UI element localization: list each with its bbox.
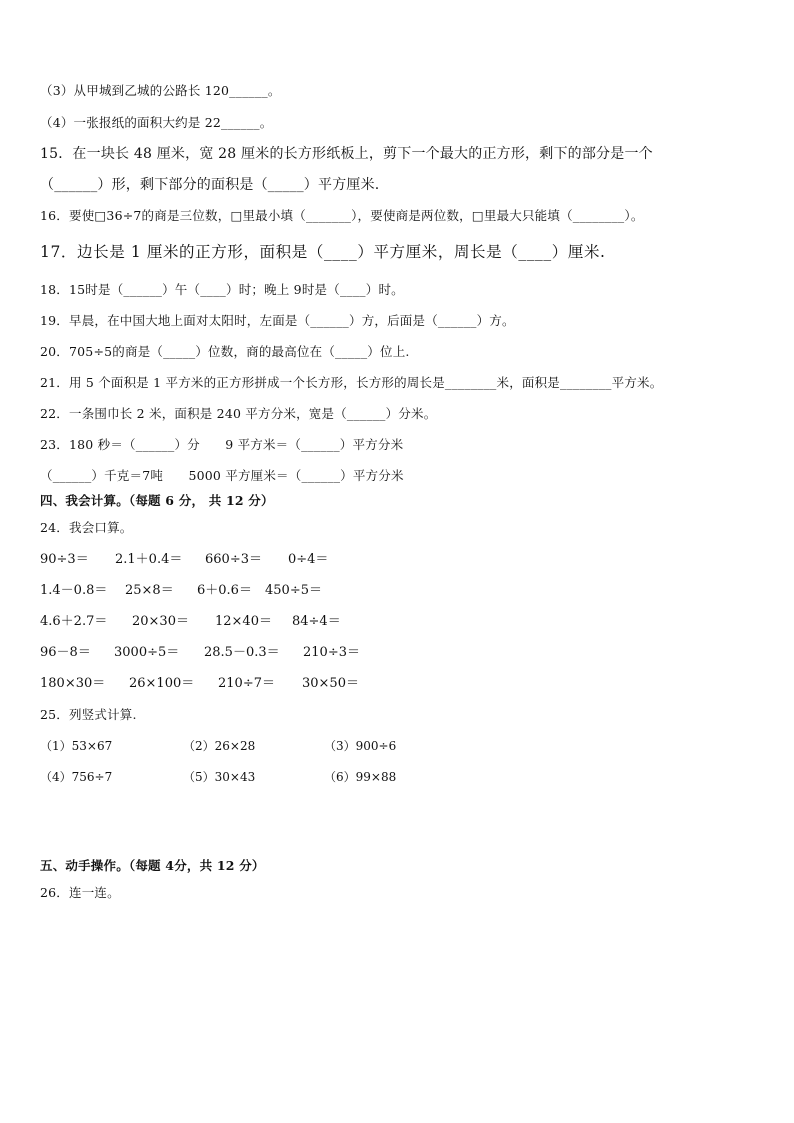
- oral-item: 26×100＝: [129, 676, 195, 691]
- oral-item: 28.5－0.3＝: [204, 645, 280, 660]
- q18: 18．15时是（______）午（____）时；晚上 9时是（____）时。: [40, 282, 404, 297]
- oral-item: 660÷3＝: [205, 552, 262, 567]
- q21: 21．用 5 个面积是 1 平方米的正方形拼成一个长方形，长方形的周长是________米，面积是________平方米。: [40, 375, 663, 390]
- oral-item: 180×30＝: [40, 676, 106, 691]
- q23-line2: （______）千克＝7吨 5000 平方厘米＝（______）平方分米: [40, 468, 404, 483]
- q14-part4: （4）一张报纸的面积大约是 22______。: [40, 115, 273, 130]
- q24-title: 24．我会口算。: [40, 520, 133, 535]
- oral-item: 25×8＝: [125, 583, 174, 598]
- oral-item: 0÷4＝: [288, 552, 329, 567]
- vertical-item: （2）26×28: [183, 739, 256, 753]
- oral-item: 450÷5＝: [265, 583, 322, 598]
- oral-item: 6＋0.6＝: [197, 583, 252, 598]
- q22: 22．一条围巾长 2 米，面积是 240 平方分米，宽是（______）分米。: [40, 406, 437, 421]
- oral-item: 2.1＋0.4＝: [115, 552, 183, 567]
- oral-item: 12×40＝: [215, 614, 272, 629]
- vertical-item: （6）99×88: [324, 770, 397, 784]
- vertical-item: （5）30×43: [183, 770, 256, 784]
- vertical-item: （1）53×67: [40, 739, 113, 753]
- oral-item: 84÷4＝: [292, 614, 341, 629]
- q26-title: 26．连一连。: [40, 885, 120, 900]
- oral-item: 30×50＝: [302, 676, 359, 691]
- vertical-item: （3）900÷6: [324, 739, 397, 753]
- q15-line1: 15．在一块长 48 厘米，宽 28 厘米的长方形纸板上，剪下一个最大的正方形，剩下的部分是一个: [40, 146, 653, 162]
- section5-title: 五、动手操作。（每题 4分，共 12 分）: [40, 858, 265, 873]
- oral-item: 90÷3＝: [40, 552, 89, 567]
- vertical-item: （4）756÷7: [40, 770, 113, 784]
- oral-item: 4.6＋2.7＝: [40, 614, 108, 629]
- oral-item: 210÷7＝: [218, 676, 275, 691]
- q25-title: 25．列竖式计算.: [40, 707, 137, 722]
- oral-item: 1.4－0.8＝: [40, 583, 108, 598]
- q20: 20．705÷5的商是（_____）位数，商的最高位在（_____）位上.: [40, 344, 410, 359]
- oral-item: 96－8＝: [40, 645, 91, 660]
- q14-part3: （3）从甲城到乙城的公路长 120______。: [40, 83, 281, 98]
- q16: 16．要使□36÷7的商是三位数，□里最小填（_______），要使商是两位数，□里最大只能填（________）。: [40, 208, 644, 223]
- oral-item: 3000÷5＝: [114, 645, 180, 660]
- section4-title: 四、我会计算。（每题 6 分， 共 12 分）: [40, 493, 274, 508]
- q15-line2: （______）形，剩下部分的面积是（_____）平方厘米.: [40, 177, 380, 193]
- q19: 19．早晨，在中国大地上面对太阳时，左面是（______）方，后面是（______）方。: [40, 313, 515, 328]
- q17: 17．边长是 1 厘米的正方形，面积是（____）平方厘米，周长是（____）厘米.: [40, 243, 606, 261]
- oral-item: 210÷3＝: [303, 645, 360, 660]
- q23-line1: 23．180 秒＝（______）分 9 平方米＝（______）平方分米: [40, 437, 404, 452]
- oral-item: 20×30＝: [132, 614, 189, 629]
